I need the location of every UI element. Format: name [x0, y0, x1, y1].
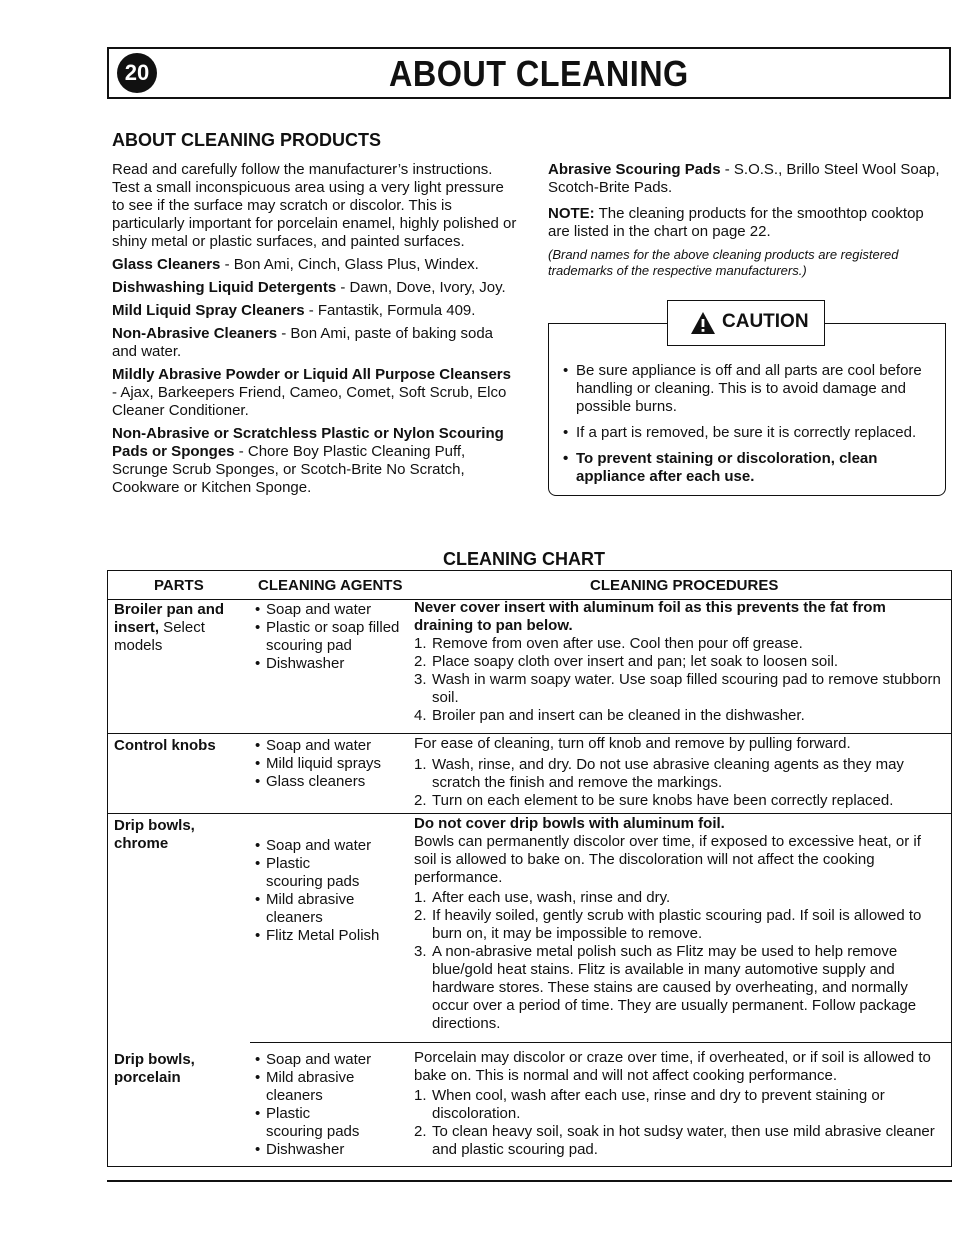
- procedures-cell: [414, 815, 946, 1033]
- agents-cell: [255, 837, 405, 945]
- procedure-step: 1. Wash, rinse, and dry. Do not use abrasive cleaning agents as they may scratch the finish and remove the markings.: [414, 756, 904, 791]
- warning-icon: [690, 311, 716, 335]
- header-procedures: CLEANING PROCEDURES: [590, 577, 779, 594]
- row-divider: [108, 813, 951, 814]
- agent-item: • Soap and water: [255, 837, 405, 855]
- agent-item: • Mild abrasive cleaners: [255, 891, 366, 927]
- page-title: ABOUT CLEANING: [389, 53, 689, 94]
- procedure-warning: Do not cover drip bowls with aluminum foil.: [414, 815, 725, 832]
- procedure-step: 2. Place soapy cloth over insert and pan; let soak to loosen soil.: [414, 653, 839, 670]
- procedure-step: 4. Broiler pan and insert can be cleaned in the dishwasher.: [414, 707, 805, 724]
- caution-box: [548, 311, 946, 496]
- procedure-step: 3. Wash in warm soapy water. Use soap filled scouring pad to remove stubborn soil.: [414, 671, 941, 706]
- product-item: Mildly Abrasive Powder or Liquid All Purpose Cleansers - Ajax, Barkeepers Friend, Cameo, Comet, Soft Scrub, Elco Cleaner Conditioner.: [112, 366, 511, 419]
- part-cell: Drip bowls, chrome: [114, 817, 195, 852]
- agent-item: • Soap and water: [255, 601, 405, 619]
- caution-item: • If a part is removed, be sure it is correctly replaced.: [563, 424, 938, 442]
- header-parts: PARTS: [154, 577, 204, 594]
- procedure-intro: Bowls can permanently discolor over time, if exposed to excessive heat, or if soil is allowed to bake on. The discoloration will not affect the cooking performance.: [414, 833, 921, 886]
- product-item: Non-Abrasive Cleaners - Bon Ami, paste of baking soda and water.: [112, 325, 494, 360]
- procedure-warning: Never cover insert with aluminum foil as this prevents the fat from draining to pan below.: [414, 599, 886, 634]
- product-item: Abrasive Scouring Pads - S.O.S., Brillo Steel Wool Soap, Scotch-Brite Pads.: [548, 161, 940, 196]
- cleaning-chart: [107, 570, 952, 1167]
- products-left-column: [112, 161, 517, 502]
- agent-item: • Dishwasher: [255, 1141, 405, 1159]
- product-item: Mild Liquid Spray Cleaners - Fantastik, Formula 409.: [112, 302, 476, 319]
- procedures-cell: [414, 735, 946, 810]
- brand-note: (Brand names for the above cleaning products are registered trademarks of the respective manufacturers.): [548, 247, 899, 278]
- product-item: Dishwashing Liquid Detergents - Dawn, Dove, Ivory, Joy.: [112, 279, 506, 296]
- caution-list: [563, 362, 938, 494]
- procedure-step: 2. Turn on each element to be sure knobs have been correctly replaced.: [414, 792, 894, 809]
- caution-item: • Be sure appliance is off and all parts are cool before handling or cleaning. This is to avoid damage and possible burns.: [563, 362, 938, 416]
- procedures-cell: [414, 1049, 946, 1159]
- agent-item: • Plastic scouring pads: [255, 1105, 366, 1141]
- procedure-intro: For ease of cleaning, turn off knob and remove by pulling forward.: [414, 735, 851, 752]
- agent-item: • Flitz Metal Polish: [255, 927, 405, 945]
- agent-item: • Soap and water: [255, 737, 405, 755]
- products-right-column: [548, 161, 948, 284]
- procedure-intro: Porcelain may discolor or craze over time, if overheated, or if soil is allowed to bake on. This is normal and will not affect cooking performance.: [414, 1049, 931, 1084]
- procedure-step: 1. Remove from oven after use. Cool then pour off grease.: [414, 635, 803, 652]
- procedure-step: 2. If heavily soiled, gently scrub with plastic scouring pad. If soil is allowed to burn on, it may be impossible to remove.: [414, 907, 922, 942]
- caution-word: CAUTION: [722, 311, 809, 332]
- agents-cell: [255, 1051, 405, 1159]
- part-cell: Control knobs: [114, 737, 216, 754]
- caution-item: • To prevent staining or discoloration, clean appliance after each use.: [563, 450, 938, 486]
- agent-item: • Mild abrasive cleaners: [255, 1069, 366, 1105]
- agent-item: • Dishwasher: [255, 655, 405, 673]
- procedure-step: 1. When cool, wash after each use, rinse and dry to prevent staining or discoloration.: [414, 1087, 885, 1122]
- part-cell: Drip bowls, porcelain: [114, 1051, 195, 1086]
- agents-cell: [255, 601, 405, 673]
- header-agents: CLEANING AGENTS: [258, 577, 403, 594]
- agents-cell: [255, 737, 405, 791]
- product-item: Glass Cleaners - Bon Ami, Cinch, Glass Plus, Windex.: [112, 256, 479, 273]
- agent-item: • Plastic scouring pads: [255, 855, 366, 891]
- agent-item: • Soap and water: [255, 1051, 405, 1069]
- products-intro: Read and carefully follow the manufacturer’s instructions. Test a small inconspicuous area using a very light pressure to see if the surface may scratch or discolor. This is particularly important for porcelain enamel, highly polished or shiny metal or plastic surfaces, and painted surfaces.: [112, 161, 517, 250]
- part-cell: Broiler pan and insert, Select models: [114, 601, 225, 654]
- products-note: NOTE: The cleaning products for the smoothtop cooktop are listed in the chart on page 22.: [548, 205, 924, 240]
- page-number-badge: 20: [117, 53, 157, 93]
- procedure-step: 1. After each use, wash, rinse and dry.: [414, 889, 671, 906]
- row-divider: [108, 733, 951, 734]
- product-item: Non-Abrasive or Scratchless Plastic or Nylon Scouring Pads or Sponges - Chore Boy Plastic Cleaning Puff, Scrunge Scrub Sponges, or Scotch-Brite No Scratch, Cookware or Kitchen Sponge.: [112, 425, 504, 496]
- procedure-step: 2. To clean heavy soil, soak in hot sudsy water, then use mild abrasive cleaner and plastic scouring pad.: [414, 1123, 935, 1158]
- page-header: [107, 47, 951, 99]
- row-divider: [250, 1042, 951, 1043]
- caution-label: [667, 300, 825, 346]
- agent-item: • Glass cleaners: [255, 773, 405, 791]
- bottom-rule: [107, 1180, 952, 1182]
- products-heading: ABOUT CLEANING PRODUCTS: [112, 130, 381, 150]
- procedure-step: 3. A non-abrasive metal polish such as Flitz may be used to help remove blue/gold heat stains. Flitz is available in many automotive supply and hardware stores. These stains are caused by overheating, and normally occur over a period of time. They are usually permanent. Follow package directions.: [414, 943, 917, 1032]
- procedures-cell: [414, 599, 946, 725]
- agent-item: • Mild liquid sprays: [255, 755, 405, 773]
- chart-title: CLEANING CHART: [443, 549, 605, 569]
- agent-item: • Plastic or soap filled scouring pad: [255, 619, 405, 655]
